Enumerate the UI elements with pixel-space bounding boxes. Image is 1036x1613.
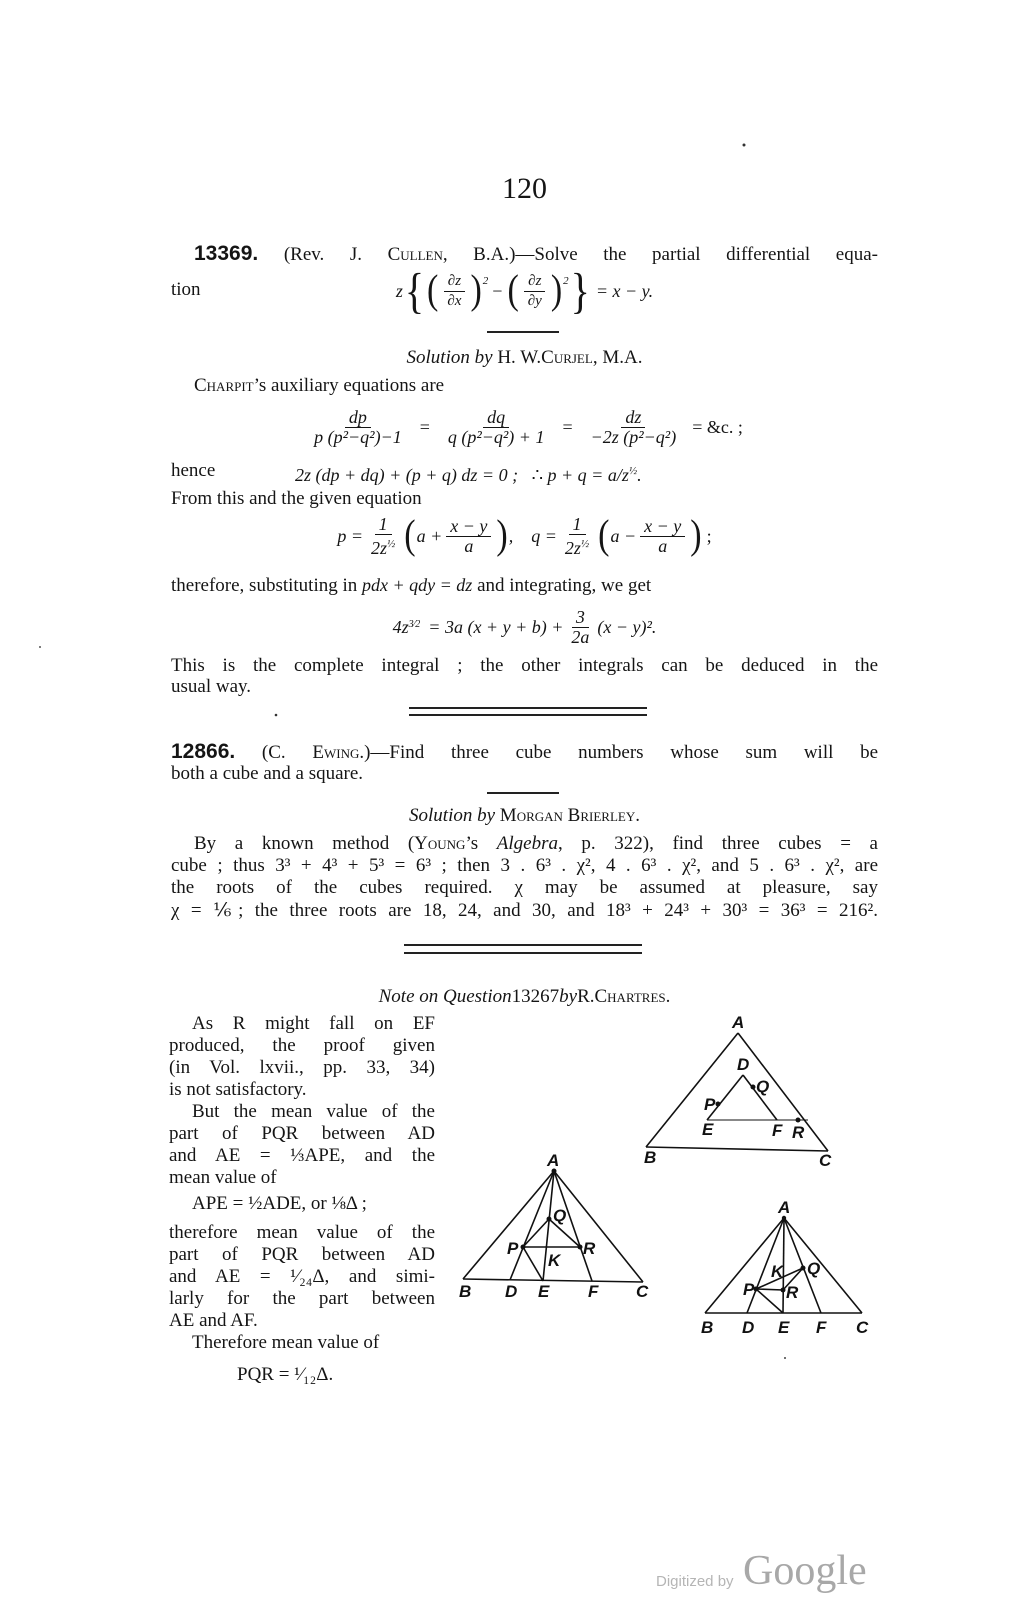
question-text: —Find three cube numbers whose sum will be — [370, 742, 879, 763]
question-number: 12866. — [171, 740, 236, 763]
diagram-label: Q — [807, 1259, 821, 1278]
auxiliary-equations: $\frac{dp}{\text{p (p²−q²)−1}}$ = $\frac{dq}{\text{q (p²−q²) + 1}}$ = $\frac{dz}{\text{−2z (p²−q²)}}$ = &c. ; — [314, 406, 743, 447]
scan-speck — [784, 1357, 786, 1359]
diagram-label: E — [778, 1318, 790, 1337]
note-line: part of PQR between AD — [169, 1123, 435, 1144]
diagram-label: B — [701, 1318, 714, 1337]
question-text-cont: tion — [171, 279, 201, 300]
page-number: 120 — [502, 172, 547, 205]
diagram-label: R — [792, 1123, 805, 1142]
solution-line-1: By a known method (Young’s Algebra, p. 322), find three cubes = a — [194, 833, 878, 854]
scan-speck — [275, 714, 278, 717]
note-line: is not satisfactory. — [169, 1079, 307, 1100]
diagram-label: R — [786, 1283, 799, 1302]
note-line: (in Vol. lxvii., pp. 33, 34) — [169, 1057, 435, 1078]
solution-heading: Solution by Morgan Brierley. — [409, 805, 640, 826]
diagram-label: K — [548, 1251, 561, 1270]
question-text: —Solve the partial differential equa- — [515, 244, 878, 265]
diagram-label: F — [772, 1121, 783, 1140]
diagram-label: R — [583, 1239, 596, 1258]
triangle-diagram-3 — [701, 1198, 869, 1337]
diagram-label: D — [742, 1318, 755, 1337]
conclusion-line-1: This is the complete integral ; the other integrals can be deduced in the — [171, 655, 878, 676]
diagram-label: F — [816, 1318, 827, 1337]
hence-equation: 2z (dp + dq) + (p + q) dz = 0 ; ∴ $p + q = a/z^{\frac{1}{2}}$. — [295, 465, 642, 485]
diagram-label: P — [743, 1280, 755, 1299]
diagram-label: C — [819, 1151, 832, 1170]
proposer: (C. Ewing.) — [261, 742, 371, 763]
note-line: larly for the part between — [169, 1288, 435, 1309]
p-q-equations: p = $\frac{1}{2z^{\frac{1}{2}}}$ ( a + $\frac{x - y}{a}$ ) , q = $\frac{1}{2z^{\frac{1}{2}}}$ ( a − $\frac{x - y}{a}$ ) ; — [337, 513, 712, 558]
note-line: APE = ½ADE, or ⅛Δ ; — [192, 1193, 367, 1214]
question-number: 13369. — [194, 242, 259, 265]
question-text-cont: both a cube and a square. — [171, 763, 364, 784]
diagram-label: A — [778, 1198, 791, 1217]
proposer: (Rev. J. Cullen, B.A.) — [283, 244, 516, 265]
diagram-label: K — [771, 1262, 784, 1281]
scan-speck — [743, 144, 746, 147]
triangle-diagram-2 — [459, 1151, 649, 1301]
diagram-label: D — [505, 1282, 518, 1301]
triangle-diagram-1 — [644, 1013, 832, 1170]
diagram-label: A — [547, 1151, 560, 1170]
diagram-label: B — [644, 1148, 657, 1167]
conclusion-line-2: usual way. — [171, 676, 252, 697]
solution-heading: Solution by H. W. Curjel , M.A. — [406, 347, 643, 368]
hence-line: hence 2z (dp + dq) + (p + q) dz = 0 ; ∴ $p + q = a/z^{\frac{1}{2}}$. — [171, 460, 642, 485]
diagram-label: D — [737, 1055, 750, 1074]
diagram-label: Q — [553, 1206, 567, 1225]
google-logo: Google — [743, 1548, 867, 1594]
note-line: As R might fall on EF — [192, 1013, 435, 1034]
note-line: AE and AF. — [169, 1310, 258, 1331]
diagram-label: C — [856, 1318, 869, 1337]
note-line: produced, the proof given — [169, 1035, 435, 1056]
note-line: Therefore mean value of — [192, 1332, 380, 1353]
note-line: part of PQR between AD — [169, 1244, 435, 1265]
note-line: But the mean value of the — [192, 1101, 435, 1122]
diagram-label: E — [702, 1120, 714, 1139]
diagram-label: F — [588, 1282, 599, 1301]
note-line: mean value of — [169, 1167, 277, 1188]
note-heading: Note on Question 13267 by R. Chartres. — [378, 986, 671, 1007]
diagram-label: E — [538, 1282, 550, 1301]
solution-line-2: cube ; thus 3³ + 4³ + 5³ = 6³ ; then 3 . 6³ . χ², 4 . 6³ . χ², and 5 . 6³ . χ², are — [171, 855, 878, 876]
diagram-label: C — [636, 1282, 649, 1301]
pde-equation: z { ( $\frac{\partial z}{\partial x}$ ) $^2$ − ( $\frac{\partial z}{\partial y}$ ) $^2$ } = x − y. — [395, 262, 654, 319]
digitized-by-label: Digitized by — [656, 1573, 734, 1590]
note-line: and AE = ⅓APE, and the — [169, 1145, 435, 1166]
complete-integral-equation: 4z 3⁄2 = 3a (x + y + b) + $\frac{3}{2a}$ (x − y)². — [392, 606, 657, 647]
note-line: therefore mean value of the — [169, 1222, 435, 1243]
note-line: and AE = ¹⁄₂₄Δ, and simi- — [169, 1266, 435, 1287]
charpit-line: Charpit’s auxiliary equations are — [194, 375, 445, 396]
diagram-label: B — [459, 1282, 472, 1301]
diagram-label: P — [704, 1095, 716, 1114]
diagram-label: A — [732, 1013, 745, 1032]
from-line: From this and the given equation — [171, 488, 422, 509]
substitution-line: therefore, substituting in pdx + qdy = dz and integrating, we get — [171, 575, 652, 596]
diagram-label: Q — [756, 1077, 770, 1096]
note-line: PQR = ¹⁄₁₂Δ. — [237, 1364, 334, 1385]
diagram-label: P — [507, 1239, 519, 1258]
scan-speck — [39, 646, 41, 648]
solution-line-4: χ = ⅙; the three roots are 18, 24, and 30, and 18³ + 24³ + 30³ = 36³ = 216². — [171, 900, 878, 921]
solution-line-3: the roots of the cubes required. χ may be assumed at pleasure, say — [171, 877, 878, 898]
